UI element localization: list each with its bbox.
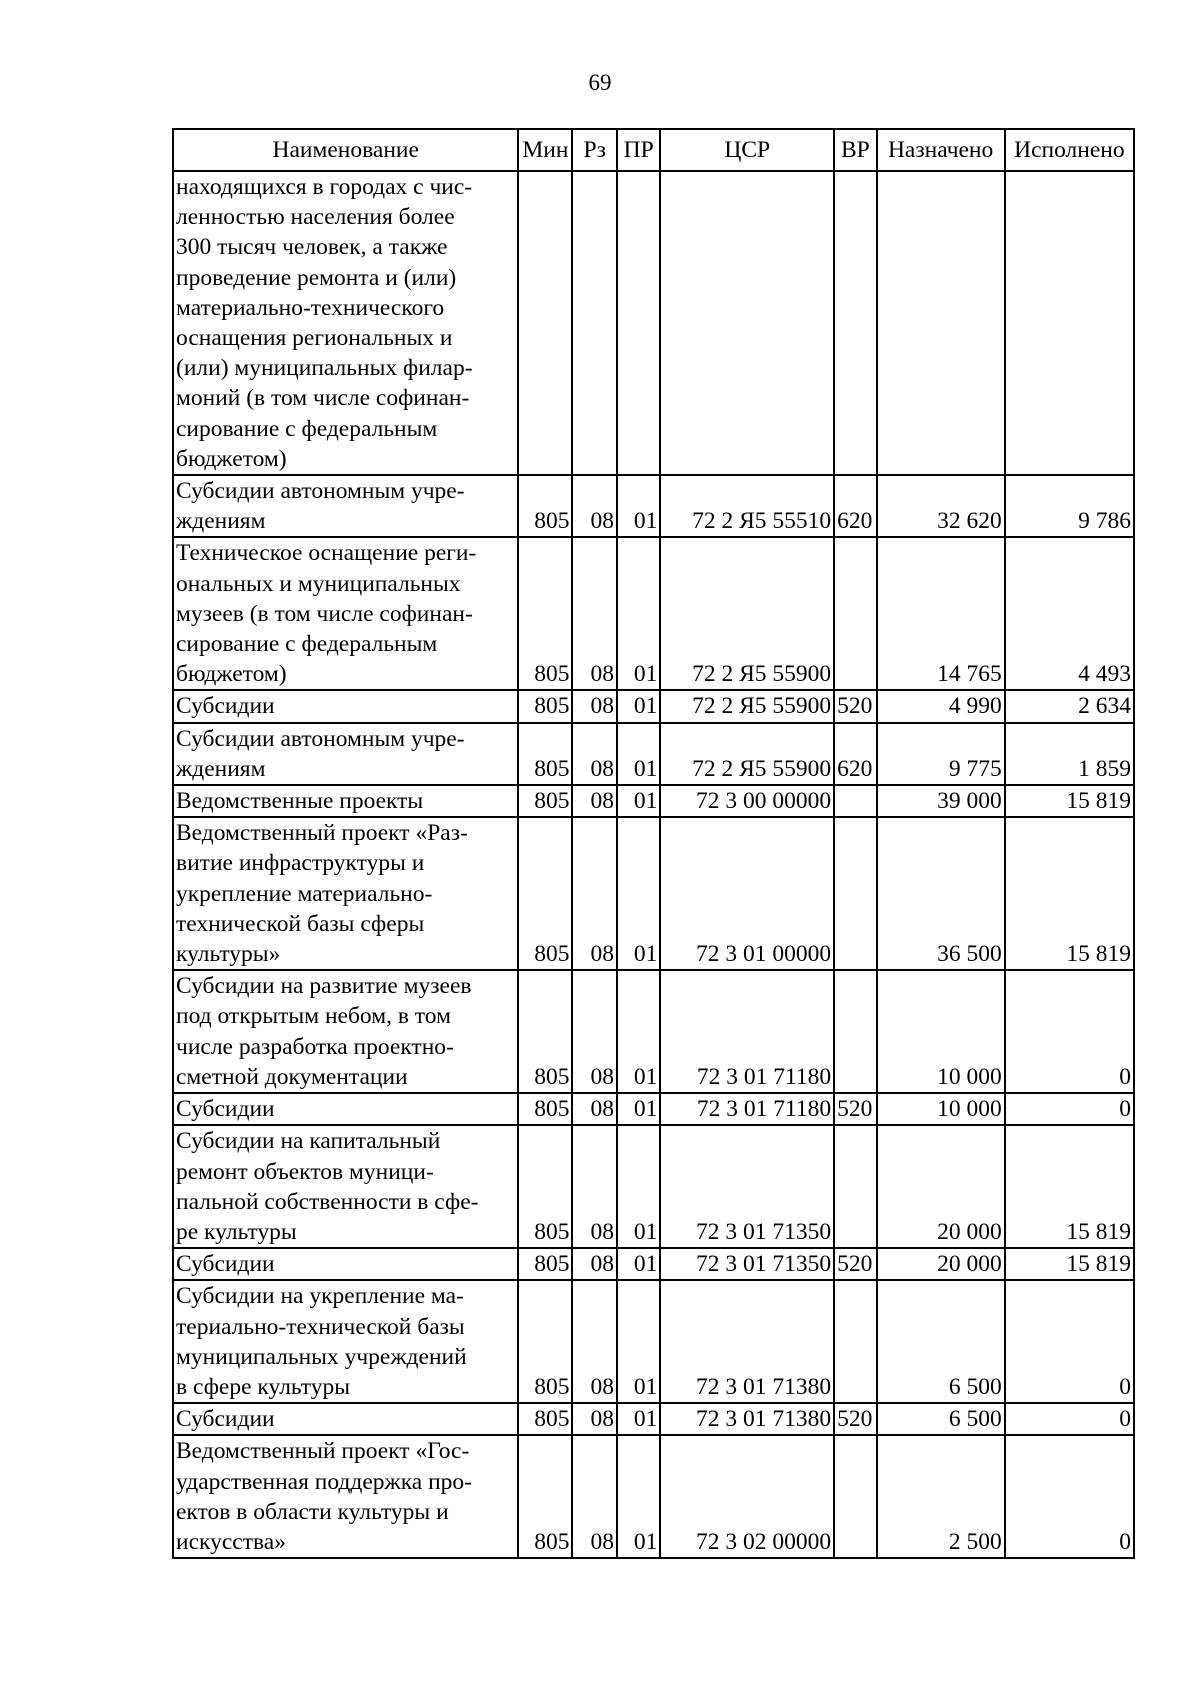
budget-table [172,128,1135,1559]
table-body [173,171,1134,1558]
name-line: (или) муниципальных филар- [176,355,473,382]
cell-name [173,1403,518,1435]
cell-assigned: 20 000 [877,1125,1005,1248]
cell-assigned: 10 000 [877,1093,1005,1125]
header-csr: ЦСР [660,129,834,171]
cell-pr: 01 [617,475,660,537]
cell-executed: 4 493 [1005,537,1134,690]
cell-executed: 0 [1005,1280,1134,1403]
cell-assigned: 36 500 [877,817,1005,970]
cell-vr [834,1125,876,1248]
name-line: бюджетом) [176,661,287,688]
cell-assigned: 32 620 [877,475,1005,537]
cell-assigned [877,171,1005,475]
header-name: Наименование [173,129,518,171]
cell-vr [834,817,876,970]
name-line: технической базы сферы [176,910,425,937]
cell-pr: 01 [617,723,660,785]
name-line: Субсидии на развитие музеев [176,973,472,1000]
name-line: ектов в области культуры и [176,1498,449,1525]
table-row [173,537,1134,690]
name-line: искусства» [176,1528,286,1555]
cell-min: 805 [518,1280,572,1403]
cell-pr: 01 [617,970,660,1093]
cell-pr: 01 [617,817,660,970]
cell-rz: 08 [572,1125,617,1248]
cell-pr: 01 [617,1435,660,1558]
cell-assigned: 10 000 [877,970,1005,1093]
cell-rz: 08 [572,1280,617,1403]
cell-executed [1005,171,1134,475]
name-line: сирование с федеральным [176,415,438,442]
cell-rz: 08 [572,1093,617,1125]
cell-name [173,537,518,690]
cell-pr: 01 [617,1125,660,1248]
cell-csr: 72 3 01 71180 [660,970,834,1093]
table-row [173,1403,1134,1435]
table-row [173,690,1134,722]
cell-rz: 08 [572,690,617,722]
header-pr: ПР [617,129,660,171]
cell-vr: 520 [834,1248,876,1280]
name-line: укрепление материально- [176,880,433,907]
cell-assigned: 6 500 [877,1403,1005,1435]
cell-name [173,475,518,537]
table-row [173,1093,1134,1125]
cell-min: 805 [518,1093,572,1125]
cell-vr: 520 [834,690,876,722]
cell-executed: 1 859 [1005,723,1134,785]
cell-pr [617,171,660,475]
name-line: 300 тысяч человек, а также [176,234,448,261]
table-row [173,1248,1134,1280]
cell-executed: 0 [1005,1403,1134,1435]
cell-name [173,817,518,970]
cell-name [173,171,518,475]
cell-vr [834,1280,876,1403]
table-row [173,723,1134,785]
cell-vr [834,537,876,690]
name-line: Субсидии автономным учре- [176,725,465,752]
header-assigned: Назначено [877,129,1005,171]
cell-vr: 520 [834,1093,876,1125]
cell-assigned: 4 990 [877,690,1005,722]
name-line: Техническое оснащение реги- [176,540,477,567]
name-line: Субсидии автономным учре- [176,478,465,505]
header-min: Мин [518,129,572,171]
name-line: оснащения региональных и [176,325,453,352]
cell-executed: 9 786 [1005,475,1134,537]
table-row [173,1435,1134,1558]
cell-name [173,723,518,785]
name-line: Субсидии [176,1096,275,1123]
cell-assigned: 6 500 [877,1280,1005,1403]
cell-vr [834,785,876,817]
cell-assigned: 39 000 [877,785,1005,817]
cell-csr: 72 2 Я5 55900 [660,690,834,722]
name-line: Ведомственные проекты [176,788,424,815]
cell-name [173,1280,518,1403]
name-line: числе разработка проектно- [176,1033,454,1060]
cell-min: 805 [518,1403,572,1435]
cell-min: 805 [518,1125,572,1248]
cell-pr: 01 [617,1280,660,1403]
header-rz: Рз [572,129,617,171]
cell-name [173,1248,518,1280]
cell-executed: 15 819 [1005,785,1134,817]
cell-vr: 620 [834,475,876,537]
cell-csr: 72 3 00 00000 [660,785,834,817]
cell-rz: 08 [572,475,617,537]
cell-pr: 01 [617,1403,660,1435]
name-line: ленностью населения более [176,204,455,231]
name-line: ждениям [176,755,266,782]
cell-min: 805 [518,723,572,785]
cell-rz: 08 [572,970,617,1093]
cell-name [173,690,518,722]
cell-min: 805 [518,690,572,722]
name-line: витие инфраструктуры и [176,850,425,877]
name-line: ремонт объектов муници- [176,1158,434,1185]
cell-min: 805 [518,1435,572,1558]
cell-assigned: 20 000 [877,1248,1005,1280]
cell-min: 805 [518,817,572,970]
cell-vr: 620 [834,723,876,785]
header-row [173,129,1134,171]
cell-vr [834,171,876,475]
cell-executed: 0 [1005,1435,1134,1558]
cell-pr: 01 [617,785,660,817]
cell-name [173,785,518,817]
cell-assigned: 14 765 [877,537,1005,690]
cell-rz: 08 [572,1403,617,1435]
cell-csr: 72 3 01 00000 [660,817,834,970]
table-row [173,1280,1134,1403]
cell-csr: 72 3 02 00000 [660,1435,834,1558]
cell-rz: 08 [572,817,617,970]
name-line: муниципальных учреждений [176,1343,467,1370]
name-line: проведение ремонта и (или) [176,264,457,291]
table-row [173,171,1134,475]
table-header [173,129,1134,171]
cell-pr: 01 [617,537,660,690]
cell-pr: 01 [617,1093,660,1125]
name-line: Ведомственный проект «Раз- [176,820,468,847]
cell-pr: 01 [617,1248,660,1280]
table-row [173,785,1134,817]
name-line: культуры» [176,941,281,968]
name-line: в сфере культуры [176,1373,351,1400]
cell-vr [834,1435,876,1558]
table-row [173,1125,1134,1248]
name-line: музеев (в том числе софинан- [176,600,473,627]
name-line: сметной документации [176,1063,408,1090]
name-line: находящихся в городах с чис- [176,174,473,200]
name-line: под открытым небом, в том [176,1003,451,1030]
cell-name [173,1435,518,1558]
name-line: ждениям [176,508,266,535]
cell-executed: 0 [1005,1093,1134,1125]
cell-min: 805 [518,785,572,817]
name-line: ударственная поддержка про- [176,1468,473,1495]
cell-executed: 15 819 [1005,1248,1134,1280]
cell-executed: 2 634 [1005,690,1134,722]
cell-vr [834,970,876,1093]
cell-csr: 72 3 01 71380 [660,1280,834,1403]
cell-csr: 72 3 01 71380 [660,1403,834,1435]
name-line: Субсидии на капитальный [176,1128,441,1155]
name-line: Субсидии [176,1251,275,1278]
name-line: ре культуры [176,1218,297,1245]
cell-csr: 72 3 01 71350 [660,1248,834,1280]
cell-rz: 08 [572,537,617,690]
name-line: Субсидии [176,693,275,720]
name-line: моний (в том числе софинан- [176,385,470,412]
name-line: пальной собственности в сфе- [176,1188,479,1215]
cell-executed: 0 [1005,970,1134,1093]
cell-pr: 01 [617,690,660,722]
cell-assigned: 2 500 [877,1435,1005,1558]
name-line: териально-технической базы [176,1313,465,1340]
name-line: бюджетом) [176,445,287,472]
cell-vr: 520 [834,1403,876,1435]
cell-csr: 72 2 Я5 55900 [660,537,834,690]
name-line: Субсидии [176,1406,275,1433]
cell-min: 805 [518,970,572,1093]
cell-assigned: 9 775 [877,723,1005,785]
header-executed: Исполнено [1005,129,1134,171]
cell-rz: 08 [572,785,617,817]
name-line: Ведомственный проект «Гос- [176,1438,470,1465]
cell-rz: 08 [572,723,617,785]
cell-name [173,1093,518,1125]
cell-csr: 72 2 Я5 55900 [660,723,834,785]
cell-rz [572,171,617,475]
cell-csr: 72 3 01 71350 [660,1125,834,1248]
header-vr: ВР [834,129,876,171]
page-number: 69 [588,70,612,95]
cell-csr: 72 2 Я5 55510 [660,475,834,537]
cell-min [518,171,572,475]
table-row [173,970,1134,1093]
cell-rz: 08 [572,1435,617,1558]
name-line: Субсидии на укрепление ма- [176,1283,464,1310]
cell-executed: 15 819 [1005,817,1134,970]
cell-name [173,1125,518,1248]
cell-csr [660,171,834,475]
table-row [173,817,1134,970]
cell-name [173,970,518,1093]
name-line: сирование с федеральным [176,631,438,658]
name-line: ональных и муниципальных [176,570,461,597]
cell-min: 805 [518,475,572,537]
cell-min: 805 [518,537,572,690]
table-row [173,475,1134,537]
name-line: материально-технического [176,294,445,321]
cell-csr: 72 3 01 71180 [660,1093,834,1125]
cell-rz: 08 [572,1248,617,1280]
cell-min: 805 [518,1248,572,1280]
cell-executed: 15 819 [1005,1125,1134,1248]
